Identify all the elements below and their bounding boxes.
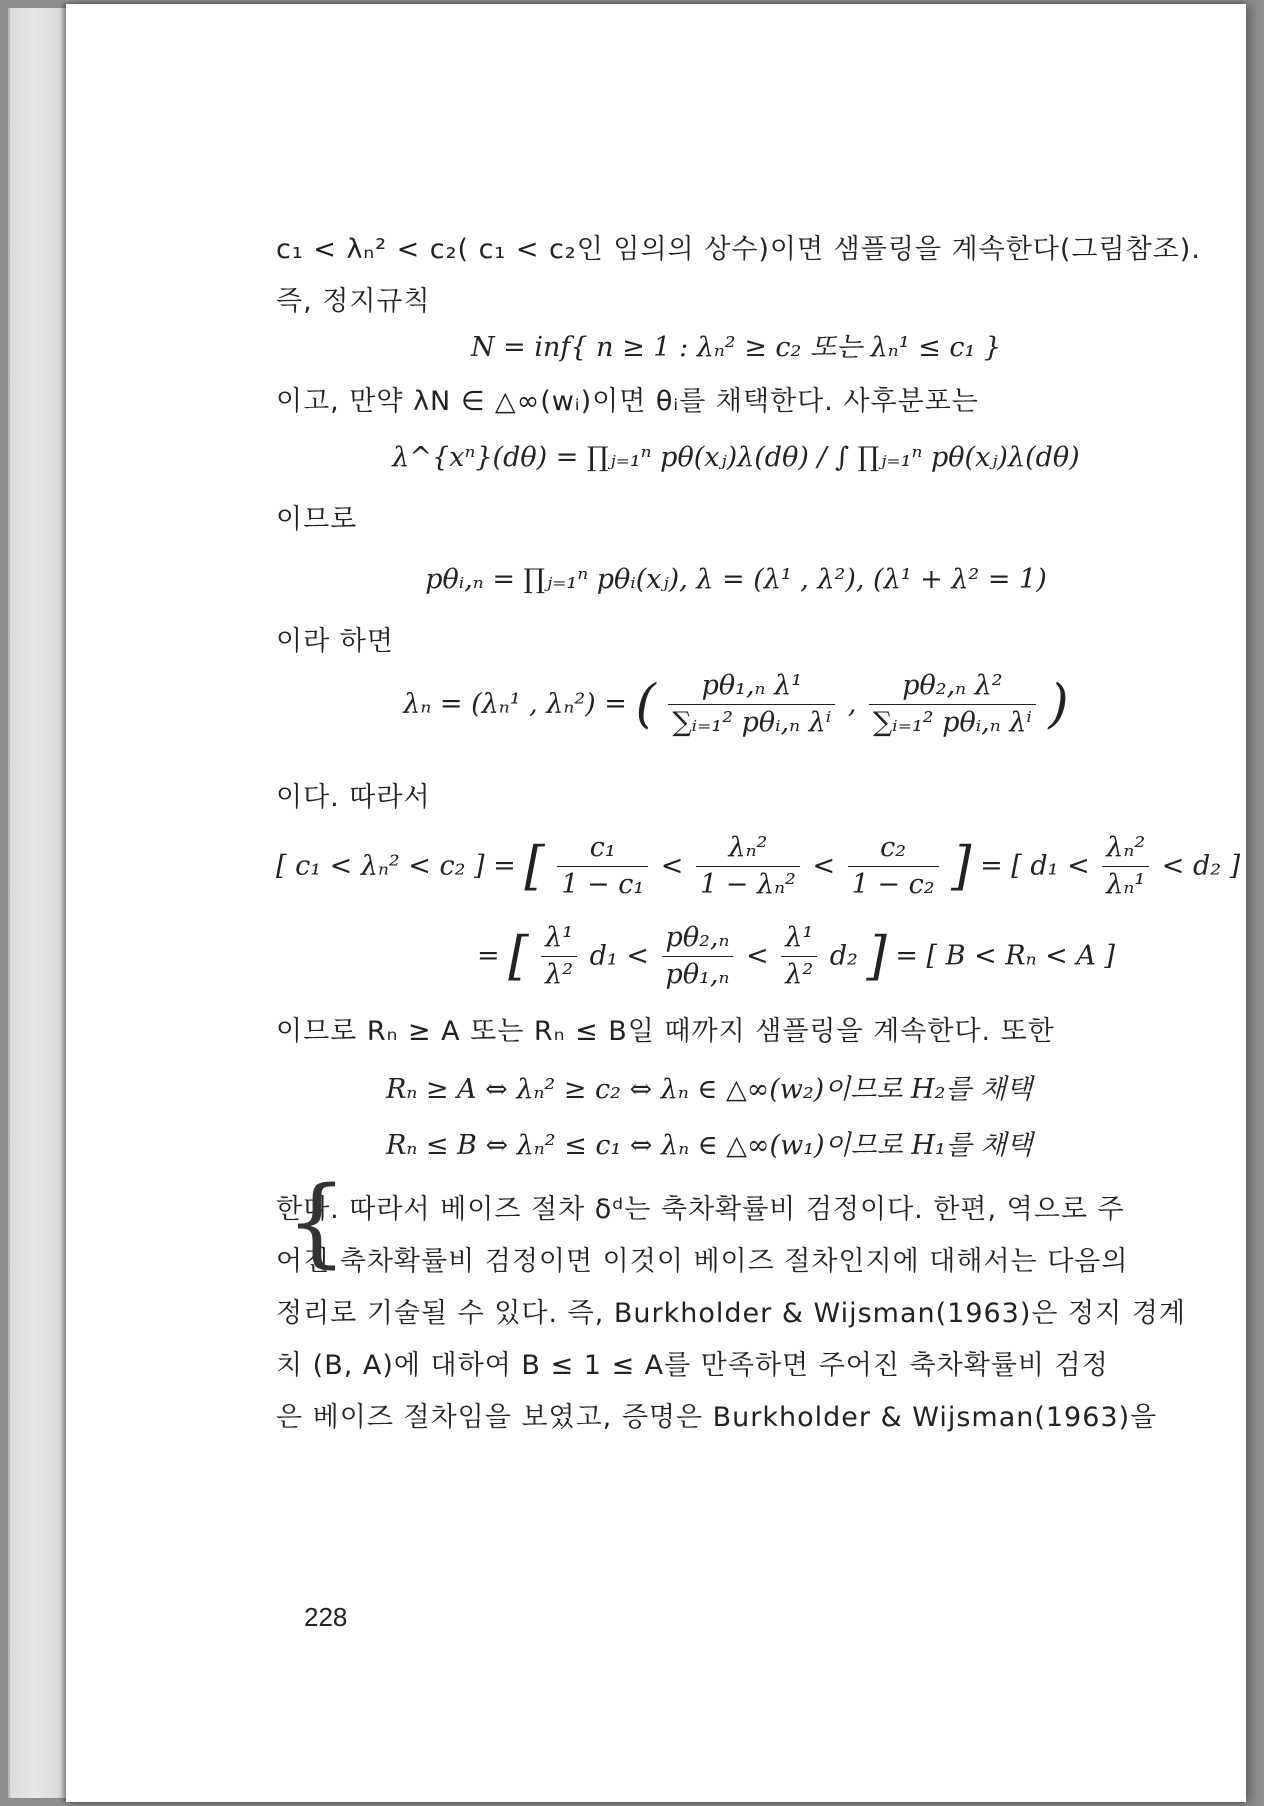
fraction <box>662 922 734 992</box>
fraction <box>781 922 817 992</box>
book-page-edge <box>8 8 72 1798</box>
fraction <box>848 832 939 902</box>
page-number: 228 <box>304 1602 348 1632</box>
bracket-right: ] <box>951 836 972 897</box>
numerator: λ¹ <box>541 922 577 957</box>
denominator: 1 − c₂ <box>851 869 935 901</box>
numerator: c₂ <box>848 832 939 867</box>
text-line: 이다. 따라서 <box>276 782 431 813</box>
case-line: Rₙ ≤ B ⇔ λₙ² ≤ c₁ ⇔ λₙ ∈ △∞(w₁)이므로 H₁를 채택 <box>386 1130 1033 1161</box>
numerator: λₙ² <box>1102 832 1149 867</box>
numerator: c₁ <box>557 832 648 867</box>
equation-stopping-rule: N = inf{ n ≥ 1 : λₙ² ≥ c₂ 또는 λₙ¹ ≤ c₁ } <box>470 332 1002 363</box>
text-line: 어진 축차확률비 검정이면 이것이 베이즈 절차인지에 대해서는 다음의 <box>276 1246 1129 1277</box>
denominator: λ² <box>785 959 814 991</box>
text-line: 치 (B, A)에 대하여 B ≤ 1 ≤ A를 만족하면 주어진 축차확률비 검정 <box>276 1350 1109 1381</box>
case-line: Rₙ ≥ A ⇔ λₙ² ≥ c₂ ⇔ λₙ ∈ △∞(w₂)이므로 H₂를 채택 <box>386 1074 1033 1105</box>
denominator: λ² <box>545 959 574 991</box>
equation-likelihood: pθᵢ,ₙ = ∏ⱼ₌₁ⁿ pθᵢ(xⱼ), λ = (λ¹ , λ²), (λ¹ + λ² = 1) <box>425 564 1047 595</box>
text-line: c₁ < λₙ² < c₂( c₁ < c₂인 임의의 상수)이면 샘플링을 계속한다(그림참조). <box>276 234 1201 265</box>
eq-end: < d₂ ] <box>1161 850 1241 882</box>
eq-right: = [ d₁ < <box>980 850 1090 882</box>
denominator: 1 − c₁ <box>561 869 645 901</box>
denominator: λₙ¹ <box>1106 869 1146 901</box>
numerator: pθ₂,ₙ <box>662 922 734 957</box>
fraction <box>869 670 1036 740</box>
comma: , <box>847 688 857 720</box>
left-brace: { <box>286 1166 348 1278</box>
text-line: 이라 하면 <box>276 626 394 657</box>
fraction <box>1102 832 1149 902</box>
fraction <box>541 922 577 992</box>
eq-left: [ c₁ < λₙ² < c₂ ] = <box>276 850 516 882</box>
bracket-right: ] <box>866 926 887 987</box>
fraction <box>557 832 648 902</box>
text-line: 즉, 정지규칙 <box>276 286 431 317</box>
text-line: 한다. 따라서 베이즈 절차 δᵈ는 축차확률비 검정이다. 한편, 역으로 주 <box>276 1194 1125 1225</box>
bracket-left: [ <box>524 836 545 897</box>
numerator: λₙ² <box>696 832 800 867</box>
text-line: 이므로 <box>276 504 358 535</box>
eq-end: = [ B < Rₙ < A ] <box>895 940 1115 972</box>
text-line: 은 베이즈 절차임을 보였고, 증명은 Burkholder & Wijsman(1963)을 <box>276 1402 1158 1433</box>
numerator: pθ₁,ₙ λ¹ <box>668 670 835 705</box>
denominator: pθ₁,ₙ <box>665 959 730 991</box>
bracket-left: [ <box>508 926 529 987</box>
denominator: ∑ᵢ₌₁² pθᵢ,ₙ λⁱ <box>873 707 1032 739</box>
equation-region: [ c₁ < λₙ² < c₂ ] = [ $\frac{\text{c₁}}{\text{1 − c₁}}$ < $\frac{\text{λₙ²}}{\text{1 − λₙ²}}$ < $\frac{\text{c₂}}{\text{1 − c₂}}$ ] = [ d₁ < $\frac{\text{λₙ²}}{\text{λₙ¹}}$ < d₂ ] <box>276 832 1241 901</box>
denominator: 1 − λₙ² <box>700 869 796 901</box>
numerator: λ¹ <box>781 922 817 957</box>
numerator: pθ₂,ₙ λ² <box>869 670 1036 705</box>
fraction <box>696 832 800 902</box>
text-line: 이고, 만약 λN ∈ △∞(wᵢ)이면 θᵢ를 채택한다. 사후분포는 <box>276 386 979 417</box>
paren-left: ( <box>635 674 656 735</box>
text-line: 이므로 Rₙ ≥ A 또는 Rₙ ≤ B일 때까지 샘플링을 계속한다. 또한 <box>276 1016 1055 1047</box>
denominator: ∑ᵢ₌₁² pθᵢ,ₙ λⁱ <box>672 707 832 739</box>
fraction <box>668 670 835 740</box>
eq-left: λₙ = (λₙ¹ , λₙ²) = <box>403 688 627 720</box>
equation-region-2: = [ $\frac{\text{λ¹}}{\text{λ²}}$ d₁ < $\frac{\text{pθ₂,ₙ}}{\text{pθ₁,ₙ}}$ < $\frac{\text{λ¹}}{\text{λ²}}$ d₂ ] = [ B < Rₙ < A ] <box>477 922 1115 991</box>
paren-right: ) <box>1048 674 1069 735</box>
equation-lambda-n <box>276 670 1196 740</box>
equation-posterior: λ^{xⁿ}(dθ) = ∏ⱼ₌₁ⁿ pθ(xⱼ)λ(dθ) / ∫ ∏ⱼ₌₁ⁿ pθ(xⱼ)λ(dθ) <box>392 442 1080 473</box>
text-line: 정리로 기술될 수 있다. 즉, Burkholder & Wijsman(1963)은 정지 경계 <box>276 1298 1186 1329</box>
book-page <box>66 4 1246 1802</box>
